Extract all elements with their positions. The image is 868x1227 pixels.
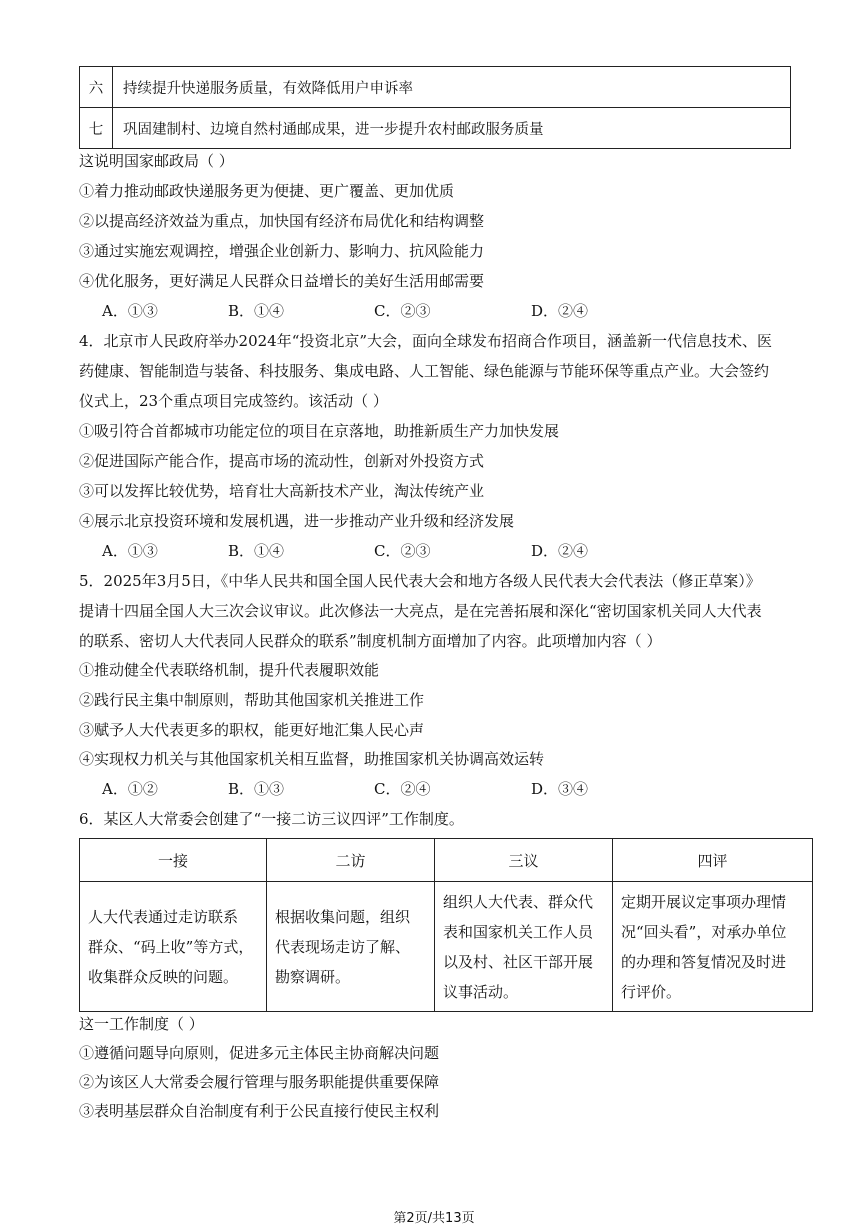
q4-stem-line: 仪式上，23个重点项目完成签约。该活动（ ） (79, 392, 388, 410)
q3-item: ②以提高经济效益为重点，加快国有经济布局优化和结构调整 (79, 212, 485, 230)
option-c[interactable]: C．②③ (374, 542, 431, 560)
row-number: 七 (80, 108, 113, 149)
option-c[interactable]: C．②③ (374, 302, 431, 320)
cell-line: 群众、“码上收”等方式， (88, 937, 254, 956)
table-header: 一接 (80, 839, 267, 882)
q5-options (102, 779, 588, 799)
row-number: 六 (80, 67, 113, 108)
q5-item: ④实现权力机关与其他国家机关相互监督，助推国家机关协调高效运转 (79, 750, 545, 768)
cell-line: 行评价。 (621, 982, 682, 1001)
cell-line: 人大代表通过走访联系 (88, 907, 239, 926)
q4-item: ④展示北京投资环境和发展机遇，进一步推动产业升级和经济发展 (79, 512, 515, 530)
option-d[interactable]: D．②④ (531, 542, 589, 560)
q4-item: ②促进国际产能合作，提高市场的流动性，创新对外投资方式 (79, 452, 485, 470)
page-number: 第2页/共13页 (393, 1211, 475, 1226)
option-c[interactable]: C．②④ (374, 780, 431, 798)
q3-item: ①着力推动邮政快递服务更为便捷、更广覆盖、更加优质 (79, 182, 455, 200)
option-d[interactable]: D．②④ (531, 302, 589, 320)
cell-line: 表和国家机关工作人员 (443, 922, 594, 941)
table-header: 三议 (435, 839, 613, 882)
cell-line: 议事活动。 (443, 982, 519, 1001)
q5-stem-line: 的联系、密切人大代表同人民群众的联系”制度机制方面增加了内容。此项增加内容（ ） (79, 632, 662, 650)
q4-stem-line: 4．北京市人民政府举办2024年“投资北京”大会，面向全球发布招商合作项目，涵盖新一代信息技术、医 (79, 332, 773, 350)
table-cell (267, 882, 435, 1012)
cell-line: 收集群众反映的问题。 (88, 967, 239, 986)
cell-line: 定期开展议定事项办理情 (621, 892, 787, 911)
option-a[interactable]: A．①② (102, 780, 158, 798)
q4-item: ①吸引符合首都城市功能定位的项目在京落地，助推新质生产力加快发展 (79, 422, 560, 440)
table-row (80, 67, 791, 108)
q6-stem-tail: 这一工作制度（ ） (79, 1015, 204, 1033)
q3-item: ③通过实施宏观调控，增强企业创新力、影响力、抗风险能力 (79, 242, 485, 260)
work-system-table (79, 838, 813, 1012)
table-header-row (80, 839, 813, 882)
q4-options (102, 541, 588, 561)
cell-line: 代表现场走访了解、 (275, 937, 411, 956)
row-text: 巩固建制村、边境自然村通邮成果，进一步提升农村邮政服务质量 (113, 108, 791, 149)
option-b[interactable]: B．①④ (228, 302, 285, 320)
cell-line: 根据收集问题，组织 (275, 907, 411, 926)
table-row (80, 882, 813, 1012)
q6-item: ②为该区人大常委会履行管理与服务职能提供重要保障 (79, 1073, 440, 1091)
option-d[interactable]: D．③④ (531, 780, 589, 798)
cell-line: 的办理和答复情况及时进 (621, 952, 787, 971)
table-row (80, 108, 791, 149)
q5-item: ③赋予人大代表更多的职权，能更好地汇集人民心声 (79, 721, 425, 739)
q3-stem: 这说明国家邮政局（ ） (79, 152, 234, 170)
option-b[interactable]: B．①④ (228, 542, 285, 560)
q4-item: ③可以发挥比较优势，培育壮大高新技术产业，淘汰传统产业 (79, 482, 485, 500)
table-header: 二访 (267, 839, 435, 882)
table-header: 四评 (613, 839, 813, 882)
q6-item: ③表明基层群众自治制度有利于公民直接行使民主权利 (79, 1102, 440, 1120)
measures-table (79, 66, 791, 149)
q3-item: ④优化服务，更好满足人民群众日益增长的美好生活用邮需要 (79, 272, 485, 290)
table-cell (613, 882, 813, 1012)
q5-stem-line: 提请十四届全国人大三次会议审议。此次修法一大亮点，是在完善拓展和深化“密切国家机关同人大代表 (79, 602, 762, 620)
q6-stem: 6．某区人大常委会创建了“一接二访三议四评”工作制度。 (79, 810, 464, 828)
q5-stem-line: 5．2025年3月5日，《中华人民共和国全国人民代表大会和地方各级人民代表大会代表法（修正草案）》 (79, 572, 761, 590)
q5-item: ①推动健全代表联络机制，提升代表履职效能 (79, 661, 380, 679)
option-a[interactable]: A．①③ (102, 542, 158, 560)
table-cell (435, 882, 613, 1012)
row-text: 持续提升快递服务质量，有效降低用户申诉率 (113, 67, 791, 108)
cell-line: 勘察调研。 (275, 967, 351, 986)
table-cell (80, 882, 267, 1012)
option-a[interactable]: A．①③ (102, 302, 158, 320)
q5-item: ②践行民主集中制原则，帮助其他国家机关推进工作 (79, 691, 425, 709)
cell-line: 况“回头看”，对承办单位 (621, 922, 787, 941)
q4-stem-line: 药健康、智能制造与装备、科技服务、集成电路、人工智能、绿色能源与节能环保等重点产业。大会签约 (79, 362, 770, 380)
cell-line: 以及村、社区干部开展 (443, 952, 594, 971)
option-b[interactable]: B．①③ (228, 780, 285, 798)
q3-options (102, 301, 588, 321)
cell-line: 组织人大代表、群众代 (443, 892, 594, 911)
q6-item: ①遵循问题导向原则，促进多元主体民主协商解决问题 (79, 1044, 440, 1062)
